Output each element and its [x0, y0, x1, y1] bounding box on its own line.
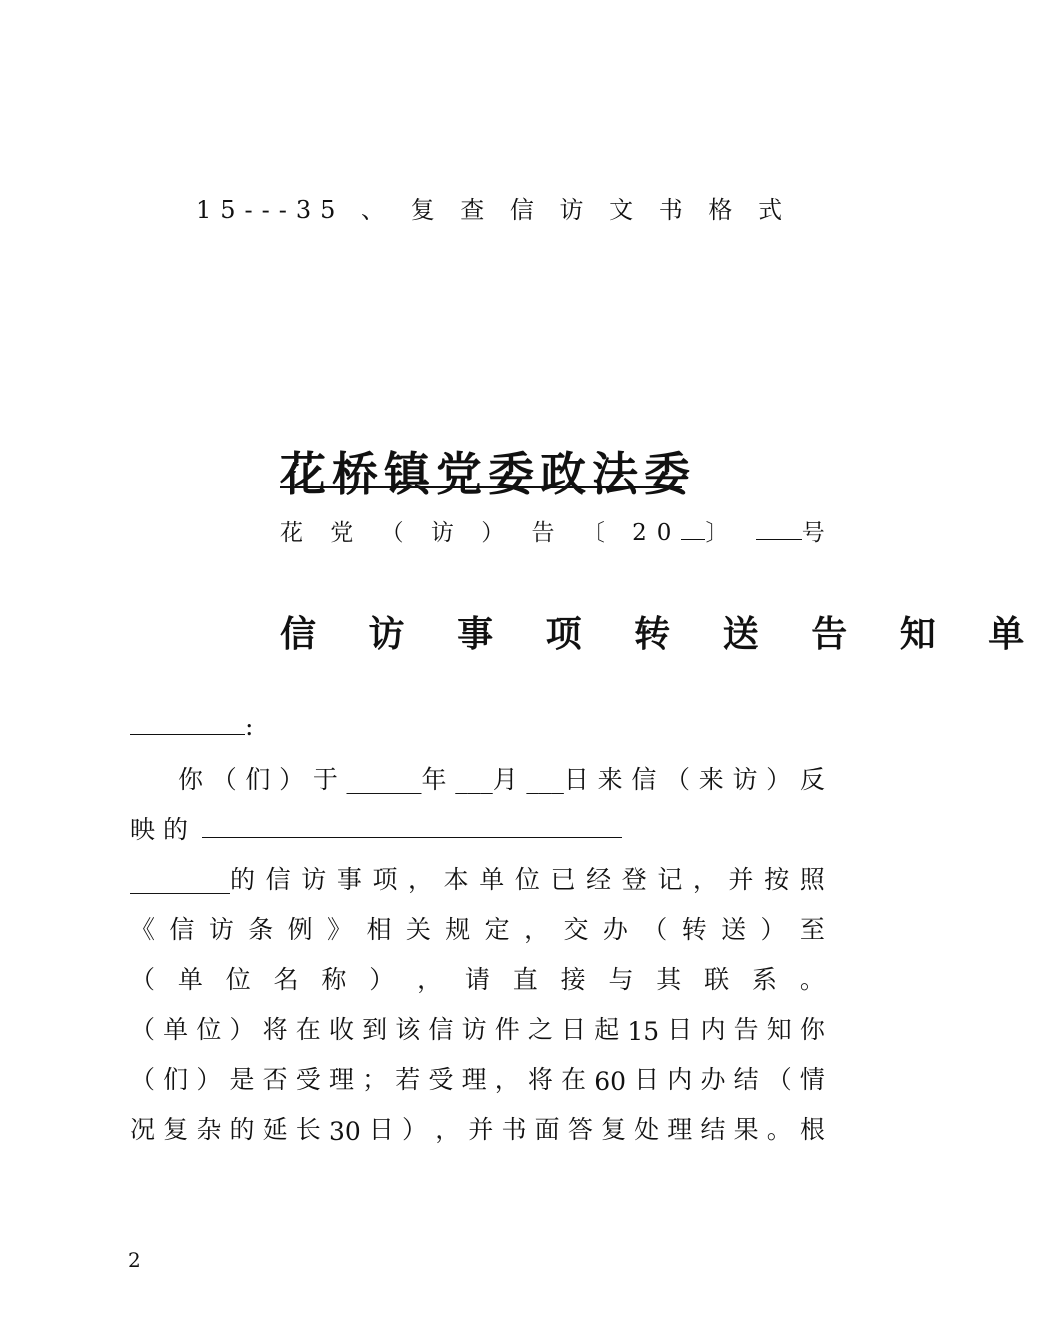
body-text-token: 告 — [733, 1015, 759, 1044]
body-text-token: ） — [402, 1115, 428, 1144]
body-text-token: 来 — [698, 765, 724, 794]
body-text-token: ） — [766, 765, 792, 794]
body-text-token: 是 — [229, 1065, 255, 1094]
body-text-token: 。 — [799, 965, 825, 994]
body-text-token: （ — [211, 765, 237, 794]
body-line-7 — [130, 1060, 825, 1096]
body-text-token: 们 — [163, 1065, 189, 1094]
body-text-token: 系 — [751, 965, 777, 994]
body-text-token: 条 — [248, 915, 274, 944]
body-text-token: 并 — [728, 865, 754, 894]
body-text-token: 按 — [764, 865, 790, 894]
body-text-token: ， — [435, 1115, 461, 1144]
body-text-token: 本 — [443, 865, 469, 894]
body-text-token: 之 — [527, 1015, 553, 1044]
body-text-token: 位 — [196, 1015, 222, 1044]
body-text-token: 至 — [799, 915, 825, 944]
body-text-token: 已 — [550, 865, 576, 894]
body-text-token: （ — [130, 1015, 156, 1044]
body-text-token: 若 — [395, 1065, 421, 1094]
body-text-token: ） — [369, 965, 395, 994]
doc-number-prefix: 花 党 （ 访 ） 告 〔 20 — [280, 520, 682, 546]
body-text-token: 结 — [700, 1115, 726, 1144]
body-text-token: 经 — [586, 865, 612, 894]
body-text-token: 项 — [372, 865, 398, 894]
format-heading: 15---35 、 复 查 信 访 文 书 格 式 — [196, 196, 792, 224]
body-text-token: 。 — [766, 1115, 792, 1144]
body-text-token: 的 — [229, 1115, 255, 1144]
body-text-token: 长 — [295, 1115, 321, 1144]
body-text-token: 名 — [273, 965, 299, 994]
body-text-token: 单 — [479, 865, 505, 894]
body-text-token: 记 — [657, 865, 683, 894]
body-text-token: 其 — [656, 965, 682, 994]
recipient-blank[interactable] — [130, 710, 245, 735]
body-text-token: ） — [229, 1015, 255, 1044]
body-text-token: 定 — [484, 915, 510, 944]
document-number — [280, 514, 835, 547]
body-text-token: 联 — [704, 965, 730, 994]
body-text-token: 你 — [799, 1015, 825, 1044]
body-line-2 — [130, 810, 825, 846]
body-text-token: 在 — [295, 1015, 321, 1044]
body-text-token: 该 — [395, 1015, 421, 1044]
body-text-token: 面 — [534, 1115, 560, 1144]
body-text-token: 单 — [177, 965, 203, 994]
body-text-token: 受 — [295, 1065, 321, 1094]
body-text-token: 30 — [328, 1117, 361, 1146]
body-text-token: 情 — [799, 1065, 825, 1094]
body-text-token: ） — [760, 915, 786, 944]
body-text-token: 书 — [501, 1115, 527, 1144]
body-text-token: 复 — [600, 1115, 626, 1144]
body-text-token: 访 — [461, 1015, 487, 1044]
body-text-token: ______年 — [346, 765, 447, 794]
body-text-token: 单 — [163, 1015, 189, 1044]
body-text-token: 与 — [608, 965, 634, 994]
body-text-token: 请 — [464, 965, 490, 994]
body-line-6 — [130, 1010, 825, 1046]
body-text-token: ， — [692, 865, 718, 894]
body-text-token: 延 — [262, 1115, 288, 1144]
body-text-token: 例 — [287, 915, 313, 944]
body-text-token: ___月 — [455, 765, 518, 794]
body-text-token: 60 — [594, 1067, 626, 1096]
body-text-token: 结 — [733, 1065, 759, 1094]
body-text-token: 办 — [700, 1065, 726, 1094]
body-text-token: 知 — [766, 1015, 792, 1044]
body-text-token: 反 — [799, 765, 825, 794]
body-text-token: 访 — [732, 765, 758, 794]
body-text-token: 称 — [321, 965, 347, 994]
body-text-token: 处 — [634, 1115, 660, 1144]
body-text-token: 》 — [327, 915, 353, 944]
body-text-token: 信 — [428, 1015, 454, 1044]
body-text-token: 位 — [514, 865, 540, 894]
salutation-colon: : — [245, 712, 254, 741]
body-text-token: 15 — [627, 1017, 660, 1046]
content-blank[interactable] — [202, 813, 622, 838]
body-text-token: 杂 — [196, 1115, 222, 1144]
body-text-token: 信 — [265, 865, 291, 894]
body-line-5 — [130, 960, 825, 996]
salutation-line — [130, 710, 825, 746]
body-text-token: （ — [642, 915, 668, 944]
body-text-token: ， — [524, 915, 550, 944]
body-text-token: 并 — [468, 1115, 494, 1144]
body-text-token: 理 — [328, 1065, 354, 1094]
body-text-token: 在 — [561, 1065, 587, 1094]
body-text-token: 交 — [563, 915, 589, 944]
body-text-token: 登 — [621, 865, 647, 894]
body-text-token: 答 — [567, 1115, 593, 1144]
body-text-token: 转 — [681, 915, 707, 944]
body-text-token: 况 — [130, 1115, 156, 1144]
doc-number-suffix: 号 — [801, 520, 835, 546]
body-text-token: 事 — [336, 865, 362, 894]
body-text-token: 信 — [169, 915, 195, 944]
body-text-token: 办 — [602, 915, 628, 944]
body-text-token: ________的 — [130, 865, 256, 894]
body-line-1 — [178, 760, 825, 796]
body-text-token: 你 — [178, 765, 204, 794]
doc-number-bracket: 〕 — [705, 520, 739, 546]
body-text-token: 直 — [512, 965, 538, 994]
body-text-token: （ — [665, 765, 691, 794]
body-text-token: （ — [130, 1065, 156, 1094]
body-text-token: 日 — [368, 1115, 394, 1144]
body-text-token: 关 — [405, 915, 431, 944]
body-text-token: 照 — [799, 865, 825, 894]
body-line-8 — [130, 1110, 825, 1146]
body-text-token: 来 — [597, 765, 623, 794]
year-blank[interactable] — [681, 517, 705, 540]
body-text-token: ） — [196, 1065, 222, 1094]
body-text-token: 内 — [700, 1015, 726, 1044]
body-text-token: 信 — [631, 765, 657, 794]
document-title: 信 访 事 项 转 送 告 知 单 — [280, 613, 1044, 655]
body-text-token: ， — [417, 965, 443, 994]
body-text-token: 送 — [721, 915, 747, 944]
body-text-token: （ — [130, 965, 156, 994]
body-text-token: 到 — [362, 1015, 388, 1044]
body-text-token: 根 — [799, 1115, 825, 1144]
body-text-token: 起 — [594, 1015, 620, 1044]
body-text-token: 内 — [667, 1065, 693, 1094]
body-text-token: 日 — [667, 1015, 693, 1044]
body-text-token: 收 — [328, 1015, 354, 1044]
body-text-token: 日 — [561, 1015, 587, 1044]
body-text-token: 访 — [208, 915, 234, 944]
body-text-token: 否 — [262, 1065, 288, 1094]
body-text-token: 访 — [301, 865, 327, 894]
organization-underline — [280, 486, 682, 488]
body-text-token: ； — [362, 1065, 388, 1094]
body-text-token: ___日 — [526, 765, 589, 794]
body-text-token: 受 — [428, 1065, 454, 1094]
body-line-2-text: 映 的 — [130, 815, 188, 844]
body-text-token: 日 — [634, 1065, 660, 1094]
body-text-token: 果 — [733, 1115, 759, 1144]
body-text-token: 们 — [245, 765, 271, 794]
organization-name: 花桥镇党委政法委 — [280, 447, 696, 501]
body-text-token: 理 — [667, 1115, 693, 1144]
body-text-token: 复 — [163, 1115, 189, 1144]
body-text-token: 理 — [461, 1065, 487, 1094]
page-number: 2 — [128, 1248, 141, 1272]
body-text-token: ， — [408, 865, 434, 894]
body-text-token: （ — [766, 1065, 792, 1094]
body-text-token: 位 — [225, 965, 251, 994]
body-text-token: 规 — [445, 915, 471, 944]
body-text-token: 将 — [527, 1065, 553, 1094]
body-text-token: 于 — [312, 765, 338, 794]
body-text-token: 相 — [366, 915, 392, 944]
body-text-token: 将 — [262, 1015, 288, 1044]
serial-blank[interactable] — [756, 517, 802, 540]
body-text-token: ） — [279, 765, 305, 794]
body-line-4 — [130, 910, 825, 946]
body-text-token: 件 — [494, 1015, 520, 1044]
body-text-token: 《 — [130, 915, 156, 944]
body-text-token: ， — [494, 1065, 520, 1094]
body-line-3 — [130, 860, 825, 896]
body-text-token: 接 — [560, 965, 586, 994]
